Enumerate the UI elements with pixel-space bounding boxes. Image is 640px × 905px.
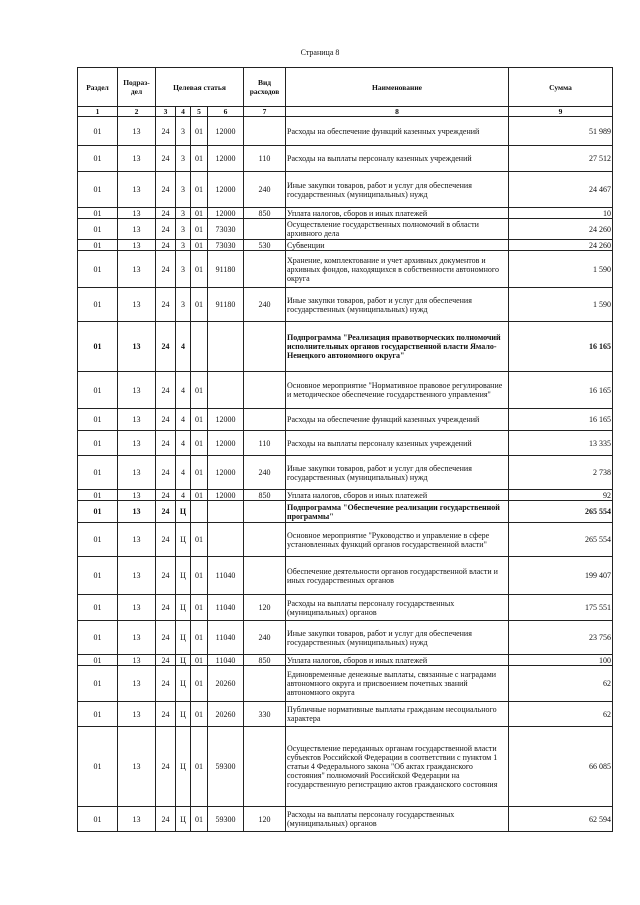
direction-code-cell: 12000 <box>208 431 244 456</box>
event-code-cell: 01 <box>191 621 208 655</box>
event-code-cell: 01 <box>191 251 208 288</box>
subprogram-code-cell: 3 <box>176 240 191 251</box>
page-label: Страница 8 <box>300 48 340 57</box>
sum-cell: 16 165 <box>509 322 613 372</box>
table-row <box>78 372 613 409</box>
expense-type-cell: 120 <box>244 595 286 621</box>
sum-cell: 16 165 <box>509 372 613 409</box>
name-cell: Подпрограмма "Реализация правотворческих полномочий исполнительных органов государственной власти Ямало-Ненецкого автономного округа" <box>286 322 509 372</box>
expense-type-cell <box>244 557 286 595</box>
program-code-cell: 24 <box>156 322 176 372</box>
subprogram-code-cell: Ц <box>176 727 191 807</box>
sum-cell: 175 551 <box>509 595 613 621</box>
program-code-cell: 24 <box>156 727 176 807</box>
header-name: Наименование <box>286 68 509 107</box>
program-code-cell: 24 <box>156 807 176 832</box>
direction-code-cell: 59300 <box>208 727 244 807</box>
event-code-cell: 01 <box>191 727 208 807</box>
event-code-cell: 01 <box>191 208 208 219</box>
name-cell: Основное мероприятие "Нормативное правовое регулирование и методическое обеспечение государственного управления" <box>286 372 509 409</box>
event-code-cell: 01 <box>191 431 208 456</box>
razdel-cell: 01 <box>78 621 118 655</box>
name-cell: Хранение, комплектование и учет архивных документов и архивных фондов, находящихся в собственности автономного округа <box>286 251 509 288</box>
podrazdel-cell: 13 <box>118 456 156 490</box>
table-row <box>78 595 613 621</box>
table-body <box>78 117 613 832</box>
name-cell: Иные закупки товаров, работ и услуг для обеспечения государственных (муниципальных) нужд <box>286 172 509 208</box>
sum-cell: 100 <box>509 655 613 666</box>
expense-type-cell: 120 <box>244 807 286 832</box>
table-row <box>78 117 613 146</box>
direction-code-cell: 12000 <box>208 490 244 501</box>
subprogram-code-cell: Ц <box>176 501 191 523</box>
direction-code-cell <box>208 372 244 409</box>
podrazdel-cell: 13 <box>118 807 156 832</box>
razdel-cell: 01 <box>78 666 118 702</box>
razdel-cell: 01 <box>78 702 118 727</box>
program-code-cell: 24 <box>156 655 176 666</box>
program-code-cell: 24 <box>156 490 176 501</box>
razdel-cell: 01 <box>78 219 118 240</box>
event-code-cell: 01 <box>191 557 208 595</box>
event-code-cell: 01 <box>191 219 208 240</box>
name-cell: Субвенции <box>286 240 509 251</box>
direction-code-cell: 20260 <box>208 702 244 727</box>
program-code-cell: 24 <box>156 666 176 702</box>
subprogram-code-cell: 3 <box>176 251 191 288</box>
sum-cell: 265 554 <box>509 501 613 523</box>
program-code-cell: 24 <box>156 117 176 146</box>
subprogram-code-cell: 3 <box>176 172 191 208</box>
expense-type-cell <box>244 219 286 240</box>
name-cell: Обеспечение деятельности органов государственной власти и иных государственных органов <box>286 557 509 595</box>
program-code-cell: 24 <box>156 557 176 595</box>
event-code-cell: 01 <box>191 117 208 146</box>
table-row <box>78 431 613 456</box>
event-code-cell: 01 <box>191 240 208 251</box>
expense-type-cell <box>244 372 286 409</box>
event-code-cell: 01 <box>191 666 208 702</box>
table-row <box>78 490 613 501</box>
sum-cell: 199 407 <box>509 557 613 595</box>
name-cell: Расходы на обеспечение функций казенных учреждений <box>286 117 509 146</box>
program-code-cell: 24 <box>156 501 176 523</box>
razdel-cell: 01 <box>78 240 118 251</box>
name-cell: Расходы на выплаты персоналу казенных учреждений <box>286 431 509 456</box>
header-vid: Вид расходов <box>244 68 286 107</box>
razdel-cell: 01 <box>78 523 118 557</box>
col-number: 8 <box>286 107 509 117</box>
col-number: 5 <box>191 107 208 117</box>
expense-type-cell <box>244 501 286 523</box>
name-cell: Иные закупки товаров, работ и услуг для обеспечения государственных (муниципальных) нужд <box>286 621 509 655</box>
column-number-row <box>78 107 613 117</box>
razdel-cell: 01 <box>78 655 118 666</box>
table-row <box>78 501 613 523</box>
podrazdel-cell: 13 <box>118 595 156 621</box>
podrazdel-cell: 13 <box>118 208 156 219</box>
expense-type-cell: 530 <box>244 240 286 251</box>
podrazdel-cell: 13 <box>118 251 156 288</box>
expense-type-cell <box>244 727 286 807</box>
expense-type-cell <box>244 523 286 557</box>
expense-type-cell <box>244 117 286 146</box>
table-row <box>78 219 613 240</box>
program-code-cell: 24 <box>156 208 176 219</box>
razdel-cell: 01 <box>78 251 118 288</box>
program-code-cell: 24 <box>156 523 176 557</box>
sum-cell: 66 085 <box>509 727 613 807</box>
subprogram-code-cell: 4 <box>176 431 191 456</box>
direction-code-cell <box>208 523 244 557</box>
event-code-cell: 01 <box>191 595 208 621</box>
razdel-cell: 01 <box>78 409 118 431</box>
razdel-cell: 01 <box>78 431 118 456</box>
podrazdel-cell: 13 <box>118 146 156 172</box>
expense-type-cell: 240 <box>244 288 286 322</box>
podrazdel-cell: 13 <box>118 523 156 557</box>
name-cell: Уплата налогов, сборов и иных платежей <box>286 655 509 666</box>
program-code-cell: 24 <box>156 251 176 288</box>
table-row <box>78 557 613 595</box>
col-number: 3 <box>156 107 176 117</box>
razdel-cell: 01 <box>78 727 118 807</box>
header-razdel: Раздел <box>78 68 118 107</box>
razdel-cell: 01 <box>78 490 118 501</box>
subprogram-code-cell: Ц <box>176 807 191 832</box>
table-row <box>78 702 613 727</box>
event-code-cell: 01 <box>191 456 208 490</box>
direction-code-cell: 59300 <box>208 807 244 832</box>
header-podrazdel: Подраз-дел <box>118 68 156 107</box>
podrazdel-cell: 13 <box>118 117 156 146</box>
event-code-cell: 01 <box>191 807 208 832</box>
program-code-cell: 24 <box>156 595 176 621</box>
event-code-cell: 01 <box>191 172 208 208</box>
col-number: 6 <box>208 107 244 117</box>
name-cell: Подпрограмма "Обеспечение реализации государственной программы" <box>286 501 509 523</box>
program-code-cell: 24 <box>156 288 176 322</box>
razdel-cell: 01 <box>78 288 118 322</box>
direction-code-cell: 11040 <box>208 557 244 595</box>
table-row <box>78 621 613 655</box>
subprogram-code-cell: 4 <box>176 409 191 431</box>
program-code-cell: 24 <box>156 172 176 208</box>
direction-code-cell: 12000 <box>208 409 244 431</box>
subprogram-code-cell: Ц <box>176 621 191 655</box>
razdel-cell: 01 <box>78 172 118 208</box>
sum-cell: 13 335 <box>509 431 613 456</box>
sum-cell: 24 260 <box>509 240 613 251</box>
subprogram-code-cell: Ц <box>176 666 191 702</box>
subprogram-code-cell: 4 <box>176 490 191 501</box>
subprogram-code-cell: Ц <box>176 702 191 727</box>
razdel-cell: 01 <box>78 372 118 409</box>
program-code-cell: 24 <box>156 702 176 727</box>
expense-type-cell <box>244 409 286 431</box>
direction-code-cell <box>208 501 244 523</box>
program-code-cell: 24 <box>156 240 176 251</box>
header-row <box>78 68 613 107</box>
subprogram-code-cell: 3 <box>176 117 191 146</box>
table-row <box>78 409 613 431</box>
direction-code-cell: 91180 <box>208 251 244 288</box>
expense-type-cell: 240 <box>244 456 286 490</box>
direction-code-cell: 20260 <box>208 666 244 702</box>
name-cell: Единовременные денежные выплаты, связанные с наградами автономного округа и присвоением почетных званий автономного округа <box>286 666 509 702</box>
sum-cell: 62 594 <box>509 807 613 832</box>
razdel-cell: 01 <box>78 807 118 832</box>
sum-cell: 62 <box>509 702 613 727</box>
direction-code-cell: 12000 <box>208 146 244 172</box>
sum-cell: 51 989 <box>509 117 613 146</box>
expense-type-cell: 240 <box>244 621 286 655</box>
sum-cell: 16 165 <box>509 409 613 431</box>
direction-code-cell: 12000 <box>208 456 244 490</box>
col-number: 9 <box>509 107 613 117</box>
subprogram-code-cell: 3 <box>176 219 191 240</box>
name-cell: Расходы на обеспечение функций казенных учреждений <box>286 409 509 431</box>
podrazdel-cell: 13 <box>118 322 156 372</box>
podrazdel-cell: 13 <box>118 431 156 456</box>
direction-code-cell: 11040 <box>208 655 244 666</box>
program-code-cell: 24 <box>156 621 176 655</box>
direction-code-cell: 73030 <box>208 240 244 251</box>
podrazdel-cell: 13 <box>118 490 156 501</box>
table-row <box>78 172 613 208</box>
razdel-cell: 01 <box>78 456 118 490</box>
podrazdel-cell: 13 <box>118 702 156 727</box>
name-cell: Расходы на выплаты персоналу государственных (муниципальных) органов <box>286 807 509 832</box>
sum-cell: 2 738 <box>509 456 613 490</box>
podrazdel-cell: 13 <box>118 666 156 702</box>
name-cell: Осуществление государственных полномочий в области архивного дела <box>286 219 509 240</box>
event-code-cell: 01 <box>191 288 208 322</box>
program-code-cell: 24 <box>156 456 176 490</box>
program-code-cell: 24 <box>156 431 176 456</box>
sum-cell: 10 <box>509 208 613 219</box>
sum-cell: 62 <box>509 666 613 702</box>
subprogram-code-cell: Ц <box>176 595 191 621</box>
expense-type-cell <box>244 251 286 288</box>
podrazdel-cell: 13 <box>118 727 156 807</box>
name-cell: Расходы на выплаты персоналу казенных учреждений <box>286 146 509 172</box>
table-row <box>78 251 613 288</box>
expense-type-cell: 240 <box>244 172 286 208</box>
name-cell: Иные закупки товаров, работ и услуг для обеспечения государственных (муниципальных) нужд <box>286 288 509 322</box>
name-cell: Уплата налогов, сборов и иных платежей <box>286 208 509 219</box>
event-code-cell: 01 <box>191 655 208 666</box>
direction-code-cell: 12000 <box>208 117 244 146</box>
podrazdel-cell: 13 <box>118 621 156 655</box>
table-row <box>78 146 613 172</box>
razdel-cell: 01 <box>78 501 118 523</box>
direction-code-cell: 12000 <box>208 208 244 219</box>
event-code-cell <box>191 501 208 523</box>
name-cell: Осуществление переданных органам государственной власти субъектов Российской Федерации в соответствии с пунктом 1 статьи 4 Федерального закона "Об актах гражданского состояния" полномочий Российской Федерации на государственную регистрацию актов гражданского состояния <box>286 727 509 807</box>
direction-code-cell: 12000 <box>208 172 244 208</box>
podrazdel-cell: 13 <box>118 240 156 251</box>
sum-cell: 92 <box>509 490 613 501</box>
program-code-cell: 24 <box>156 372 176 409</box>
subprogram-code-cell: Ц <box>176 655 191 666</box>
table-row <box>78 456 613 490</box>
subprogram-code-cell: 4 <box>176 372 191 409</box>
podrazdel-cell: 13 <box>118 501 156 523</box>
expense-type-cell <box>244 322 286 372</box>
table-row <box>78 666 613 702</box>
program-code-cell: 24 <box>156 219 176 240</box>
table-row <box>78 322 613 372</box>
razdel-cell: 01 <box>78 117 118 146</box>
event-code-cell: 01 <box>191 409 208 431</box>
subprogram-code-cell: Ц <box>176 523 191 557</box>
col-number: 7 <box>244 107 286 117</box>
sum-cell: 1 590 <box>509 251 613 288</box>
table-row <box>78 523 613 557</box>
header-sum: Сумма <box>509 68 613 107</box>
subprogram-code-cell: 4 <box>176 456 191 490</box>
col-number: 1 <box>78 107 118 117</box>
program-code-cell: 24 <box>156 409 176 431</box>
table-row <box>78 288 613 322</box>
direction-code-cell: 11040 <box>208 595 244 621</box>
podrazdel-cell: 13 <box>118 172 156 208</box>
sum-cell: 23 756 <box>509 621 613 655</box>
sum-cell: 24 467 <box>509 172 613 208</box>
subprogram-code-cell: 3 <box>176 208 191 219</box>
sum-cell: 265 554 <box>509 523 613 557</box>
name-cell: Иные закупки товаров, работ и услуг для обеспечения государственных (муниципальных) нужд <box>286 456 509 490</box>
table-row <box>78 240 613 251</box>
razdel-cell: 01 <box>78 208 118 219</box>
razdel-cell: 01 <box>78 146 118 172</box>
razdel-cell: 01 <box>78 595 118 621</box>
table-row <box>78 208 613 219</box>
razdel-cell: 01 <box>78 322 118 372</box>
podrazdel-cell: 13 <box>118 219 156 240</box>
event-code-cell: 01 <box>191 146 208 172</box>
header-target: Целевая статья <box>156 68 244 107</box>
name-cell: Публичные нормативные выплаты гражданам несоциального характера <box>286 702 509 727</box>
podrazdel-cell: 13 <box>118 655 156 666</box>
event-code-cell: 01 <box>191 372 208 409</box>
expense-type-cell: 850 <box>244 655 286 666</box>
direction-code-cell <box>208 322 244 372</box>
podrazdel-cell: 13 <box>118 288 156 322</box>
expense-type-cell: 850 <box>244 208 286 219</box>
expense-type-cell: 110 <box>244 146 286 172</box>
table-row <box>78 807 613 832</box>
expense-type-cell <box>244 666 286 702</box>
event-code-cell: 01 <box>191 490 208 501</box>
subprogram-code-cell: 3 <box>176 288 191 322</box>
event-code-cell: 01 <box>191 702 208 727</box>
name-cell: Расходы на выплаты персоналу государственных (муниципальных) органов <box>286 595 509 621</box>
col-number: 2 <box>118 107 156 117</box>
sum-cell: 27 512 <box>509 146 613 172</box>
expense-type-cell: 330 <box>244 702 286 727</box>
direction-code-cell: 91180 <box>208 288 244 322</box>
direction-code-cell: 73030 <box>208 219 244 240</box>
sum-cell: 24 260 <box>509 219 613 240</box>
program-code-cell: 24 <box>156 146 176 172</box>
event-code-cell: 01 <box>191 523 208 557</box>
budget-table <box>77 67 613 832</box>
col-number: 4 <box>176 107 191 117</box>
podrazdel-cell: 13 <box>118 372 156 409</box>
subprogram-code-cell: 4 <box>176 322 191 372</box>
event-code-cell <box>191 322 208 372</box>
table-row <box>78 655 613 666</box>
podrazdel-cell: 13 <box>118 557 156 595</box>
expense-type-cell: 110 <box>244 431 286 456</box>
expense-type-cell: 850 <box>244 490 286 501</box>
name-cell: Основное мероприятие "Руководство и управление в сфере установленных функций органов государственной власти" <box>286 523 509 557</box>
direction-code-cell: 11040 <box>208 621 244 655</box>
name-cell: Уплата налогов, сборов и иных платежей <box>286 490 509 501</box>
sum-cell: 1 590 <box>509 288 613 322</box>
podrazdel-cell: 13 <box>118 409 156 431</box>
razdel-cell: 01 <box>78 557 118 595</box>
subprogram-code-cell: Ц <box>176 557 191 595</box>
table-row <box>78 727 613 807</box>
subprogram-code-cell: 3 <box>176 146 191 172</box>
